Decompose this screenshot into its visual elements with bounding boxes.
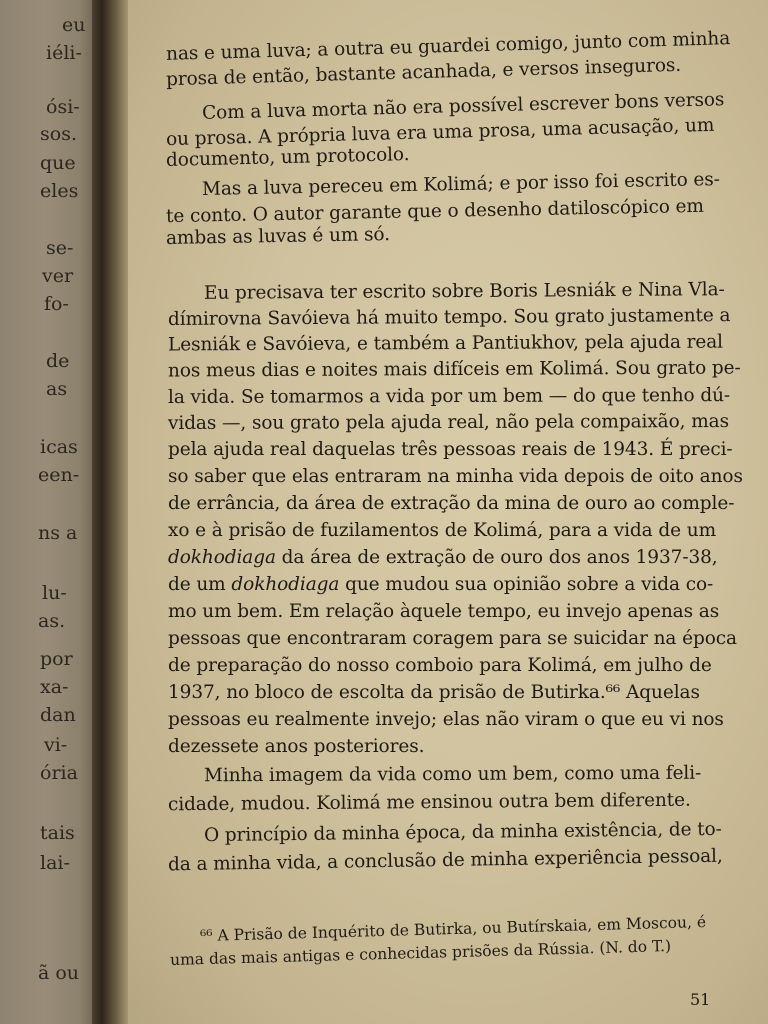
text-line: la vida. Se tomarmos a vida por um bem — do que tenho dú- <box>167 385 731 408</box>
left-page-fragment: iéli- <box>46 42 82 64</box>
text-line: xo e à prisão de fuzilamentos de Kolimá, para a vida de um <box>168 520 717 541</box>
text-line: nas e uma luva; a outra eu guardei comigo, junto com minha <box>165 28 731 65</box>
left-page-fragment: ver <box>42 265 74 287</box>
left-page-fragment: vi- <box>44 734 68 756</box>
left-page-fragment: icas <box>40 436 78 458</box>
text-line: pela ajuda real daquelas três pessoas reais de 1943. É preci- <box>168 439 733 460</box>
text-line: mo um bem. Em relação àquele tempo, eu invejo apenas as <box>168 601 720 622</box>
left-page-fragment: lu- <box>42 582 67 604</box>
text-line: te conto. O autor garante que o desenho datiloscópico em <box>165 195 705 228</box>
text-line: Com a luva morta não era possível escrever bons versos <box>201 89 725 124</box>
right-page <box>128 0 768 1024</box>
text-line: pessoas eu realmente invejo; elas não viram o que eu vi nos <box>168 709 724 730</box>
italic-term: dokhodiaga <box>168 547 276 568</box>
left-page-fragment: se- <box>46 237 74 259</box>
left-page-fragment: de <box>46 350 70 372</box>
text-line: ambas as luvas é um só. <box>165 224 391 249</box>
italic-term: dokhodiaga <box>231 574 340 595</box>
left-page-fragment: por <box>40 648 73 670</box>
left-page-fragment: que <box>40 152 76 174</box>
text-line: documento, um protocolo. <box>165 144 410 171</box>
left-page-fragment: as. <box>38 610 66 632</box>
left-page-fragment: dan <box>40 704 76 726</box>
text-line: so saber que elas entraram na minha vida depois de oito anos <box>168 466 743 487</box>
text-line: ou prosa. A própria luva era uma prosa, uma acusação, um <box>165 114 715 151</box>
left-page-fragment: ns a <box>38 522 78 544</box>
text-line: Minha imagem da vida como um bem, como uma feli- <box>203 762 702 787</box>
text-line: de errância, da área de extração da mina de ouro ao comple- <box>168 493 735 514</box>
text-line: 1937, no bloco de escolta da prisão de Butirka.⁶⁶ Aquelas <box>168 682 700 703</box>
left-page-fragment: ória <box>40 762 78 784</box>
text-line: dokhodiaga da área de extração de ouro dos anos 1937-38, <box>168 547 718 568</box>
left-page <box>0 0 98 1024</box>
left-page-fragment: tais <box>40 822 75 844</box>
footnote-line: uma das mais antigas e conhecidas prisões da Rússia. (N. do T.) <box>169 937 672 969</box>
left-page-fragment: sos. <box>40 123 77 145</box>
left-page-fragment: xa- <box>40 676 69 698</box>
text-line: Eu precisava ter escrito sobre Boris Lesniák e Nina Vla- <box>203 279 725 304</box>
text-line: Mas a luva pereceu em Kolimá; e por isso foi escrito es- <box>201 169 720 200</box>
text-line: cidade, mudou. Kolimá me ensinou outra bem diferente. <box>167 789 691 816</box>
left-page-fragment: eles <box>40 180 79 202</box>
left-page-fragment: as <box>46 378 68 400</box>
left-page-fragment: ósi- <box>46 96 80 118</box>
text-line: da a minha vida, a conclusão de minha experiência pessoal, <box>167 845 723 876</box>
text-line: de preparação do nosso comboio para Kolimá, em julho de <box>168 655 712 676</box>
text-line: vidas —, sou grato pela ajuda real, não pela compaixão, mas <box>167 411 730 434</box>
left-page-fragment: eu <box>62 14 86 36</box>
left-page-fragment: een- <box>38 464 80 486</box>
footnote-line: ⁶⁶ A Prisão de Inquérito de Butirka, ou Butírskaia, em Moscou, é <box>199 912 707 946</box>
text-line: Lesniák e Savóieva, e também a Pantiukhov, pela ajuda real <box>167 331 724 356</box>
book-gutter <box>92 0 132 1024</box>
text-line: prosa de então, bastante acanhada, e versos inseguros. <box>165 54 682 91</box>
text-line: dezessete anos posteriores. <box>168 736 425 757</box>
left-page-fragment: fo- <box>44 293 69 315</box>
text-line: de um dokhodiaga que mudou sua opinião sobre a vida co- <box>168 574 714 595</box>
left-page-fragment: ã ou <box>38 962 80 984</box>
page-number: 51 <box>690 990 711 1009</box>
text-line: nos meus dias e noites mais difíceis em Kolimá. Sou grato pe- <box>167 357 741 382</box>
text-line: dímirovna Savóieva há muito tempo. Sou grato justamente a <box>167 305 731 330</box>
text-line: O princípio da minha época, da minha existência, de to- <box>203 818 722 847</box>
left-page-fragment: lai- <box>40 852 70 874</box>
text-line: pessoas que encontraram coragem para se suicidar na época <box>168 628 737 649</box>
